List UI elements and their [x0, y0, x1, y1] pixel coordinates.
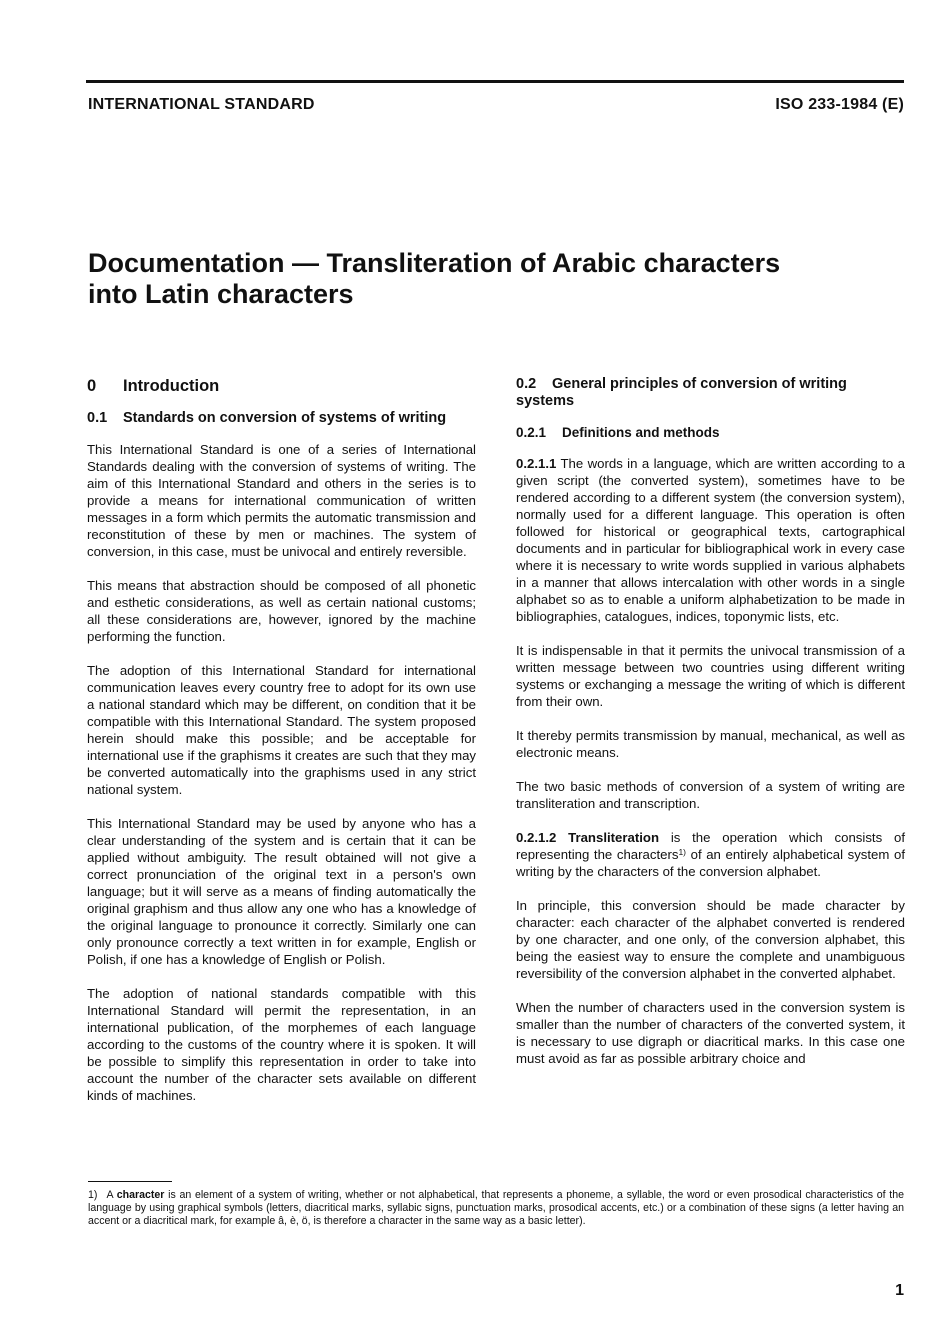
- section-0-heading: [87, 376, 476, 396]
- section-title: Introduction: [123, 377, 220, 395]
- section-number: 0: [87, 377, 97, 395]
- section-number: 0.2: [516, 376, 537, 392]
- section-0-1-heading: [87, 410, 476, 427]
- paragraph: This International Standard may be used by anyone who has a clear understanding of the system and is certain that it can be applied without ambiguity. The result obtained will not give a correct pronunciation of the original text in a person's own language; but it will serve as a means of finding automatically the original graphism and thus allow any one who has a knowledge of the original language to pronounce it correctly. Similarly one can only pronounce correctly a text written in for example, English or Polish, if one has a knowledge of English or Polish.: [87, 816, 476, 967]
- clause-text: of an entirely alphabetical system of writing by the characters of the conversion alphabet.: [516, 847, 905, 879]
- section-title: General principles of conversion of writing systems: [516, 376, 847, 409]
- clause-number: 0.2.1.1: [516, 456, 557, 471]
- document-title: [88, 248, 888, 310]
- page-number: 1: [895, 1282, 904, 1299]
- paragraph: The adoption of national standards compatible with this International Standard will permit the representation, in an international publication, of the morphemes of each language according to the customs of the country where it is spoken. It will be possible to simplify this representation in order to take into account the number of the character sets available on different kinds of machines.: [87, 986, 476, 1103]
- defined-term: Transliteration: [568, 830, 660, 845]
- paragraph: It is indispensable in that it permits the univocal transmission of a written message between two countries using different writing systems or exchanging a message the writing of which is different from their own.: [516, 643, 905, 709]
- footnote-lead: A: [106, 1189, 114, 1201]
- footnote: [88, 1189, 904, 1228]
- section-0-2-heading: [516, 376, 905, 410]
- paragraph: The adoption of this International Standard for international communication leaves every country free to adopt for its own use a national standard which may be different, on condition that it be compatible with this International Standard. The system proposed herein should make this possible; and be acceptable for international use if the graphisms it creates are such that they may be converted automatically into the graphisms used in any strict national system.: [87, 663, 476, 797]
- paragraph: This International Standard is one of a series of International Standards dealing with the conversion of systems of writing. The aim of this International Standard and others in the series is to provide a means for international communication of written messages in a form which permits the automatic transmission and reconstitution of these by men or machines. The system of conversion, in this case, must be univocal and entirely reversible.: [87, 442, 476, 559]
- left-column: [87, 376, 476, 1121]
- section-title: Standards on conversion of systems of writing: [123, 410, 447, 426]
- title-line-2: into Latin characters: [88, 279, 354, 309]
- clause-number: 0.2.1.2: [516, 830, 557, 845]
- paragraph: When the number of characters used in the conversion system is smaller than the number of characters of the converted system, it is necessary to use digraph or diacritical marks. In this case one must avoid as far as possible arbitrary choice and: [516, 1000, 905, 1066]
- footnote-term: character: [116, 1189, 165, 1201]
- section-0-2-1-heading: [516, 424, 905, 441]
- header-standard-label: INTERNATIONAL STANDARD: [88, 96, 315, 113]
- footnote-mark: 1): [88, 1189, 98, 1201]
- footnote-rule: [88, 1181, 172, 1182]
- right-column: [516, 376, 905, 1084]
- paragraph: This means that abstraction should be composed of all phonetic and esthetic considerations, as well as certain national customs; all these considerations are, however, ignored by the machine performing the function.: [87, 578, 476, 644]
- paragraph: In principle, this conversion should be made character by character: each character of the alphabet converted is rendered by one character, and one only, of the conversion alphabet, this being the easiest way to ensure the complete and unambiguous reversibility of the conversion alphabet in the converted alphabet.: [516, 898, 905, 981]
- header-document-id: ISO 233-1984 (E): [775, 96, 904, 113]
- section-number: 0.1: [87, 410, 108, 426]
- paragraph-0-2-1-2: [516, 829, 905, 880]
- footnote-text: is an element of a system of writing, whether or not alphabetical, that represents a phoneme, a syllable, the word or even prosodical characteristics of the language by using graphical symbols (letters, diacritical marks, syllabic signs, punctuation marks, prosodical accents, etc.) or a combination of these signs (a letter having an accent or a diacritical mark, for example â, è, ö, is therefore a character in the same way as a basic letter).: [88, 1189, 904, 1227]
- paragraph: The two basic methods of conversion of a system of writing are transliteration and transcription.: [516, 779, 905, 811]
- section-title: Definitions and methods: [562, 425, 720, 440]
- clause-text: The words in a language, which are written according to a given script (the converted system), sometimes have to be rendered according to a different system (the conversion system), normally used for a different language. This operation is often followed for historical or geographical texts, cartographical documents and in particular for bibliographical work in every case where it is necessary to write words supplied in various alphabets in a manner that allows intercalation with other words in a single alphabet so as to enable a uniform alphabetization to be made in bibliographies, catalogues, indices, toponymic lists, etc.: [516, 456, 905, 624]
- footnote-reference[interactable]: 1): [678, 847, 686, 857]
- paragraph-0-2-1-1: [516, 455, 905, 625]
- section-number: 0.2.1: [516, 425, 547, 440]
- clause-text: is the operation which consists of representing the characters: [516, 830, 905, 862]
- title-line-1: Documentation — Transliteration of Arabic characters: [88, 248, 781, 278]
- paragraph: It thereby permits transmission by manual, mechanical, as well as electronic means.: [516, 728, 905, 760]
- header-rule: [86, 80, 904, 83]
